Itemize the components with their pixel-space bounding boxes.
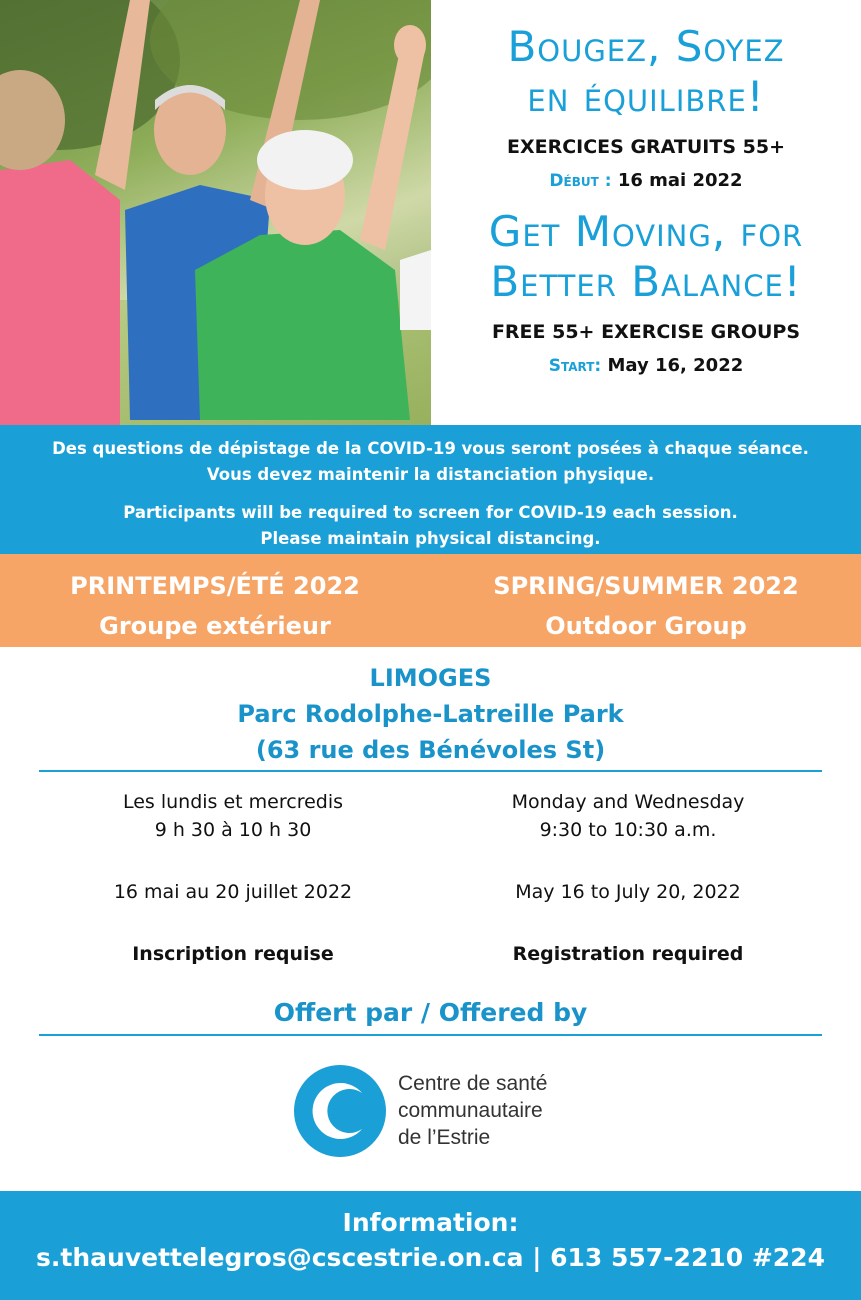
en-start-label: Start: xyxy=(548,356,602,376)
org-name-line2: communautaire xyxy=(398,1099,543,1122)
contact-info[interactable]: s.thauvettelegros@cscestrie.on.ca | 613 557-2210 #224 xyxy=(36,1243,825,1272)
org-name-line3: de l’Estrie xyxy=(398,1126,491,1149)
location-city: LIMOGES xyxy=(369,664,492,692)
location-park: Parc Rodolphe-Latreille Park xyxy=(237,700,624,728)
schedule-fr-dates: 16 mai au 20 juillet 2022 xyxy=(113,881,353,903)
org-name xyxy=(398,1070,547,1151)
offered-by-heading: Offert par / Offered by xyxy=(273,998,588,1027)
covid-en-line1: Participants will be required to screen for COVID-19 each session. xyxy=(123,503,738,522)
schedule-en-time: 9:30 to 10:30 a.m. xyxy=(539,819,717,841)
en-title-line1: Get Moving, for xyxy=(488,207,804,256)
org-name-line1: Centre de santé xyxy=(398,1072,548,1095)
season-en xyxy=(431,566,861,646)
season-fr-line2: Groupe extérieur xyxy=(99,612,331,640)
cscestrie-logo-icon xyxy=(292,1063,388,1163)
schedule-fr xyxy=(18,788,448,968)
headline-block xyxy=(431,0,861,425)
season-band xyxy=(0,554,861,647)
en-title-line2: Better Balance! xyxy=(490,257,802,306)
location-address: (63 rue des Bénévoles St) xyxy=(255,736,606,764)
fr-title-line2: en équilibre! xyxy=(527,72,765,121)
schedule-fr-registration: Inscription requise xyxy=(132,943,334,965)
covid-fr-line1: Des questions de dépistage de la COVID-19 vous seront posées à chaque séance. xyxy=(52,439,809,458)
schedule-en-registration: Registration required xyxy=(512,943,744,965)
fr-start-value: 16 mai 2022 xyxy=(617,170,743,191)
schedule-fr-time: 9 h 30 à 10 h 30 xyxy=(154,819,312,841)
fr-title-line1: Bougez, Soyez xyxy=(507,22,785,71)
location-block xyxy=(0,660,861,768)
season-en-line1: SPRING/SUMMER 2022 xyxy=(493,572,799,600)
fr-subtitle: EXERCICES GRATUITS 55+ xyxy=(506,136,785,158)
en-start-date xyxy=(431,355,861,376)
divider-top xyxy=(39,770,822,772)
en-title xyxy=(431,207,861,307)
en-start-value: May 16, 2022 xyxy=(607,355,744,376)
info-label: Information: xyxy=(342,1208,519,1237)
season-fr-line1: PRINTEMPS/ÉTÉ 2022 xyxy=(70,572,360,600)
covid-fr-line2: Vous devez maintenir la distanciation physique. xyxy=(206,465,655,484)
schedule-en-days: Monday and Wednesday xyxy=(511,791,745,813)
fr-start-label: Début : xyxy=(549,171,612,191)
fr-start-date xyxy=(431,170,861,191)
seniors-exercising-photo xyxy=(0,0,431,425)
divider-bottom xyxy=(39,1034,822,1036)
season-fr xyxy=(0,566,430,646)
covid-en-line2: Please maintain physical distancing. xyxy=(260,529,601,548)
covid-notice-band xyxy=(0,425,861,554)
schedule-fr-days: Les lundis et mercredis xyxy=(122,791,344,813)
fr-title xyxy=(431,22,861,122)
season-en-line2: Outdoor Group xyxy=(545,612,747,640)
schedule-en-dates: May 16 to July 20, 2022 xyxy=(515,881,741,903)
contact-footer xyxy=(0,1191,861,1300)
en-subtitle: FREE 55+ EXERCISE GROUPS xyxy=(491,321,801,343)
schedule-en xyxy=(413,788,843,968)
